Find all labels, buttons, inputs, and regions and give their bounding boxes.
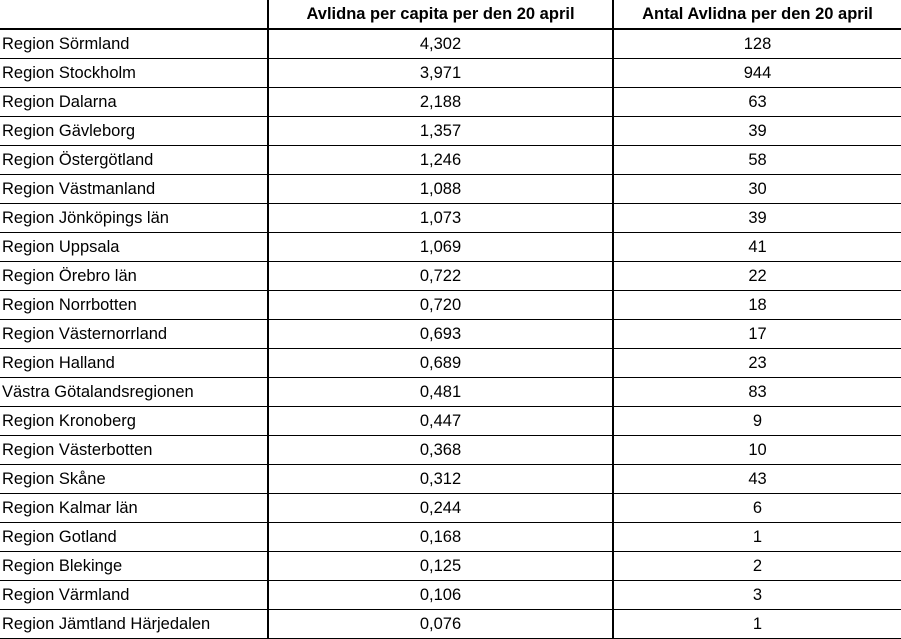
- cell-region: Region Kalmar län: [0, 494, 268, 523]
- cell-per-capita: 0,368: [268, 436, 613, 465]
- table-row: [0, 552, 901, 581]
- cell-antal: 39: [613, 117, 901, 146]
- cell-region: Region Gotland: [0, 523, 268, 552]
- table-row: [0, 233, 901, 262]
- table-header: [0, 0, 901, 29]
- cell-antal: 1: [613, 610, 901, 639]
- cell-antal: 2: [613, 552, 901, 581]
- table-row: [0, 320, 901, 349]
- cell-antal: 43: [613, 465, 901, 494]
- cell-per-capita: 0,312: [268, 465, 613, 494]
- cell-antal: 128: [613, 29, 901, 59]
- cell-region: Region Jönköpings län: [0, 204, 268, 233]
- cell-region: Region Västmanland: [0, 175, 268, 204]
- cell-antal: 63: [613, 88, 901, 117]
- table-row: [0, 465, 901, 494]
- cell-antal: 41: [613, 233, 901, 262]
- cell-antal: 944: [613, 59, 901, 88]
- cell-antal: 58: [613, 146, 901, 175]
- cell-per-capita: 0,720: [268, 291, 613, 320]
- cell-antal: 39: [613, 204, 901, 233]
- cell-per-capita: 0,244: [268, 494, 613, 523]
- column-header-per-capita: Avlidna per capita per den 20 april: [268, 0, 613, 29]
- table-row: [0, 436, 901, 465]
- cell-region: Västra Götalandsregionen: [0, 378, 268, 407]
- cell-per-capita: 0,689: [268, 349, 613, 378]
- cell-per-capita: 3,971: [268, 59, 613, 88]
- cell-per-capita: 1,088: [268, 175, 613, 204]
- cell-per-capita: 1,073: [268, 204, 613, 233]
- cell-per-capita: 0,722: [268, 262, 613, 291]
- table-row: [0, 29, 901, 59]
- table-row: [0, 291, 901, 320]
- cell-antal: 83: [613, 378, 901, 407]
- cell-region: Region Västernorrland: [0, 320, 268, 349]
- cell-antal: 3: [613, 581, 901, 610]
- column-header-antal: Antal Avlidna per den 20 april: [613, 0, 901, 29]
- cell-region: Region Jämtland Härjedalen: [0, 610, 268, 639]
- cell-per-capita: 1,357: [268, 117, 613, 146]
- cell-per-capita: 1,246: [268, 146, 613, 175]
- cell-per-capita: 0,168: [268, 523, 613, 552]
- cell-region: Region Kronoberg: [0, 407, 268, 436]
- table-row: [0, 610, 901, 639]
- cell-region: Region Dalarna: [0, 88, 268, 117]
- column-header-region: [0, 0, 268, 29]
- cell-per-capita: 0,125: [268, 552, 613, 581]
- cell-region: Region Sörmland: [0, 29, 268, 59]
- cell-per-capita: 0,693: [268, 320, 613, 349]
- table-row: [0, 146, 901, 175]
- table-body: [0, 29, 901, 639]
- table-row: [0, 117, 901, 146]
- cell-antal: 9: [613, 407, 901, 436]
- cell-antal: 17: [613, 320, 901, 349]
- cell-region: Region Stockholm: [0, 59, 268, 88]
- cell-per-capita: 1,069: [268, 233, 613, 262]
- cell-region: Region Blekinge: [0, 552, 268, 581]
- table-row: [0, 175, 901, 204]
- cell-per-capita: 0,106: [268, 581, 613, 610]
- table-header-row: [0, 0, 901, 29]
- table-row: [0, 59, 901, 88]
- cell-region: Region Västerbotten: [0, 436, 268, 465]
- cell-antal: 1: [613, 523, 901, 552]
- table-row: [0, 407, 901, 436]
- cell-region: Region Värmland: [0, 581, 268, 610]
- cell-antal: 30: [613, 175, 901, 204]
- table-row: [0, 349, 901, 378]
- cell-per-capita: 0,076: [268, 610, 613, 639]
- cell-per-capita: 2,188: [268, 88, 613, 117]
- cell-antal: 6: [613, 494, 901, 523]
- table-row: [0, 88, 901, 117]
- cell-region: Region Halland: [0, 349, 268, 378]
- cell-per-capita: 0,447: [268, 407, 613, 436]
- cell-region: Region Örebro län: [0, 262, 268, 291]
- table-row: [0, 262, 901, 291]
- table-row: [0, 494, 901, 523]
- table-row: [0, 523, 901, 552]
- cell-region: Region Gävleborg: [0, 117, 268, 146]
- cell-antal: 23: [613, 349, 901, 378]
- cell-region: Region Uppsala: [0, 233, 268, 262]
- cell-per-capita: 0,481: [268, 378, 613, 407]
- cell-antal: 10: [613, 436, 901, 465]
- cell-region: Region Östergötland: [0, 146, 268, 175]
- cell-region: Region Skåne: [0, 465, 268, 494]
- cell-per-capita: 4,302: [268, 29, 613, 59]
- table-row: [0, 378, 901, 407]
- table-row: [0, 204, 901, 233]
- cell-region: Region Norrbotten: [0, 291, 268, 320]
- table-row: [0, 581, 901, 610]
- cell-antal: 18: [613, 291, 901, 320]
- cell-antal: 22: [613, 262, 901, 291]
